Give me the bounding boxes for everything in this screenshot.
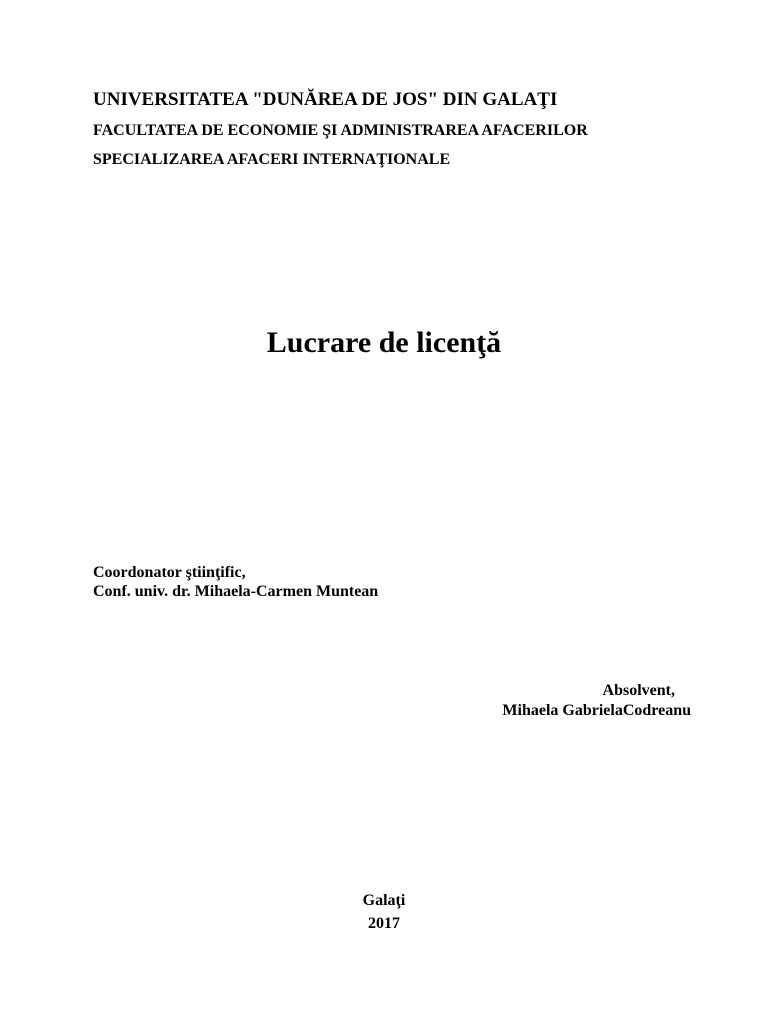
graduate-name: Mihaela GabrielaCodreanu (502, 702, 691, 719)
coordinator-name: Conf. univ. dr. Mihaela-Carmen Muntean (93, 583, 379, 600)
year: 2017 (368, 915, 400, 932)
document-title: Lucrare de licenţă (266, 326, 502, 359)
specialization-name: SPECIALIZAREA AFACERI INTERNAŢIONALE (93, 151, 451, 168)
graduate-role: Absolvent, (602, 682, 675, 699)
coordinator-role: Coordonator ştiinţific, (93, 564, 246, 581)
university-name: UNIVERSITATEA "DUNĂREA DE JOS" DIN GALAŢI (93, 89, 558, 110)
city: Galaţi (362, 892, 406, 909)
faculty-name: FACULTATEA DE ECONOMIE ŞI ADMINISTRAREA AFACERILOR (93, 122, 588, 139)
